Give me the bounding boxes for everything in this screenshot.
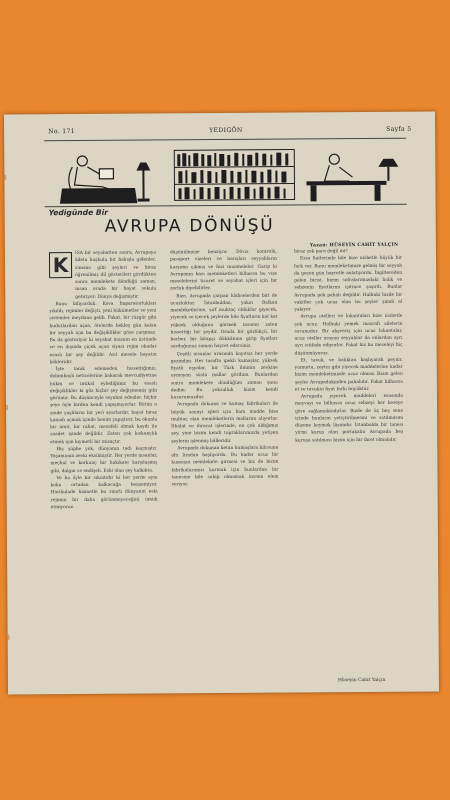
header-rule [44, 138, 406, 142]
paragraph: Avrupa otelleri ve lokantaları bize nisbetle çok ucuz. Halbuki yemek masrafı ailelerin sorunudur. Bir alışveriş için ucuz lokantalar, ucuz oteller arayan seyyahlar da onlardan ayrı ayrı istifade ediyorlar. Fakat biz bu meseleyi hiç düşünmüyoruz. [294, 313, 403, 356]
text-column-3 [294, 248, 403, 444]
binding-hole [6, 634, 10, 640]
magazine-page [4, 112, 439, 695]
paragraph: Hiç şüphe yok, dünyanın tadı kaçmıştır. Yaşamanın zevki eksilmiştir. Her yerde insanlar, meçhul ve korkunç bir hakikate karşılaşmış gibi, dalgın ve endişeli. Eski olan şey kalkıkta. [50, 446, 158, 474]
paragraph: ISA bir seyahatten sonra, Avrupaya âdeta kuşkulu bir bakışla gidenler, sinema gibi şeyleri ve biraz öğrenilmiş dil gösterileri gördükten sonra memlekete döndüğü zaman, insan orada bir hayat sokulu getiriyor: Dünya değişmiştir. [74, 250, 157, 300]
drop-cap: K [49, 252, 72, 278]
paragraph: Çeşitli insanlar arasında kayıtsız her yerde gezindim. Her tarafta ipekli kumaşlar, yüksek fiyatlı eşyalar, bir Türk ilminin zevkine uymayan süslü mallar gördüm. Bunlardan sonra memlekete döndüğüm zaman şunu dedim: Bu yoksulluk bizim kendi kusurumuzdur. [170, 351, 278, 401]
text-column-2 [170, 249, 279, 489]
paragraph: Bize, Avrupada çarpan hâdiselerden biri de ucuzluktur. İstanbuldan, yakın Balkan memleketlerine, sırf muhtaç olduklar giyecek, yiyecek ve içecek şeylerde bile fiyatların kat kat yüksek olduğunu görmek insanın zaten hissettiği bir şeydir. Orada bir gözlükçü, bir berber, bir kitapçı dükkânına girip fiyatları sorduğunuz zaman hayret edersiniz. [170, 293, 278, 350]
paragraph: Avrupada dokunan ketan kumaşlara kilosuna altı liradan başlıyordu. Bu kadar ucuz bir kumaşın memlekete girmesi ve biz de bizim fabrikalarımızı kurmak için bunlardan bir tanesine bile sahip olmamak insana elem veriyor. [171, 445, 279, 488]
paragraph: Avrupada yiyecek maddeleri esasında meyvayı ve bilhassa ucuz sebzeyi her keseye göre sağlamaktadırlar. Bizde de üç beş sene içinde bunların yetiştirilmesini ve satılmasını düzene koymak lâzımdır. İstanbulda bir tanesi yirmi kuruş olan portakalın Avrupada beş kuruşa satılması bizim için bir ibret olmalıdır. [294, 393, 404, 443]
binding-hole [4, 174, 6, 180]
paragraph: Et, tavuk, ve balıktan başlıyarak peynir, yumurta, zeytin gibi yiyecek maddelerine kadar bizim memleketimizde ucuz olması lâzım gelen şeyler Avrupadakinden pahalıdır. Fakat bilhassa et ve tavukta fiyat farkı büyüktür. [294, 357, 403, 393]
paragraph: düşünülmüşe benziyor. Döviz kontrolü, pasaport vizeleri ve barışları seyyahların karşıma çıkmış ve bizi muameleler. Garip ki Avrupanın bazı memleketleri bilhassa bu vize meselelerini ticaret ve seyahat işleri için bir zorluk diyebilirler. [169, 249, 278, 292]
paragraph: biraz çok para değil mi? [293, 249, 348, 255]
section-label: Yedigünde Bir [48, 207, 109, 218]
header-illustration [44, 145, 406, 206]
paragraph: Avrupada dokuma ve kumaş fabrikaları ile büyük sanayi işleri için ham madde bize muhtaç olan memleketlerin mallarını alıyorlar. İthalat ve ihracat işlerinde, en çok aldığımız şey, yine bizim kendi topraklarımızda yetişen şeylerin işlenmiş hâlleridir. [171, 401, 279, 444]
paragraph: Esza fiatlerinde bile bize nisbetle büyük bir fark var. Bunu memleketimize gelmiş bir seyyah da geçen gün hayretle anlatıyordu. İngiltereden gelen birisi, bizim sofralarımızdaki balık ve sebzenin fiyatlarını işitince şaşırdı. Bunlar Avrupada pek pahalı değildir. Halbuki bizde bir vakitler çok ucuz olan bu şeyler şimdi el yakıyor. [294, 255, 403, 313]
page-number: Sayfa 5 [386, 125, 412, 133]
article-author: Yazan: HÜSEYİN CAHİT YALÇIN [309, 242, 399, 249]
paragraph: Bunu biliyorduk. Kova İmparatorlukları yıkıldı, rejimler değişti, yeni hükümetler ve yeni sistemler meydana geldi. Fakat, bir rüzgâr gibi hudutlardan aşan, ötelerde bekleş gün kalan bir seyyah için bu değişiklikler göze çarpmaz. Bu da gösteriyor ki seyahat insanın en üstünde ve en dışında çiçek açan siyasi rejim okadar esaslı bir şey değildir. Asıl mesele hayatın kökleridir. [49, 301, 157, 365]
paragraph: Ve bu öyle bir sıkıntıdır ki her yerde aynı koku ortadan kalkacağa benzemiyor. Harikulade hizmetle bu sınırlı dünyanın eski rejimin bir daha görünmeyeceğini ümidi etmiyoruz. [50, 475, 158, 510]
magazine-name: YEDIGÖN [209, 126, 243, 135]
issue-number: No. 171 [48, 128, 76, 136]
article-headline: AVRUPA DÖNÜŞÜ [104, 215, 275, 237]
text-column-1 [49, 249, 158, 511]
author-signature: Hüseyin Cahit Yalçın [337, 677, 386, 684]
paragraph: İşte tanık edemeden hissettiğimiz, dolambaçlı neticelerine bakarak mevcudiyetine hükm ve intikal eylediğimiz bu esaslı değişiklikler ki göz hiçbir şey değişmemiş gibi görünür. Bu düşünceyle seyahat edenler, hiçbir şeye öyle birden kendi yapışmıyorlar. Bütün o zinde yaşlıların bir yeri ayarlardır, hayat biraz kanadı açmak içinde benim yapıştırır, bu okunla bir ümit, bir rahat, mesafeli olmak kaydı ile saadet işinde değildir. Zaten çok kıskançlık etmek için kıymetli bir mizaçtır. [49, 366, 158, 445]
binding-hole [4, 404, 8, 410]
